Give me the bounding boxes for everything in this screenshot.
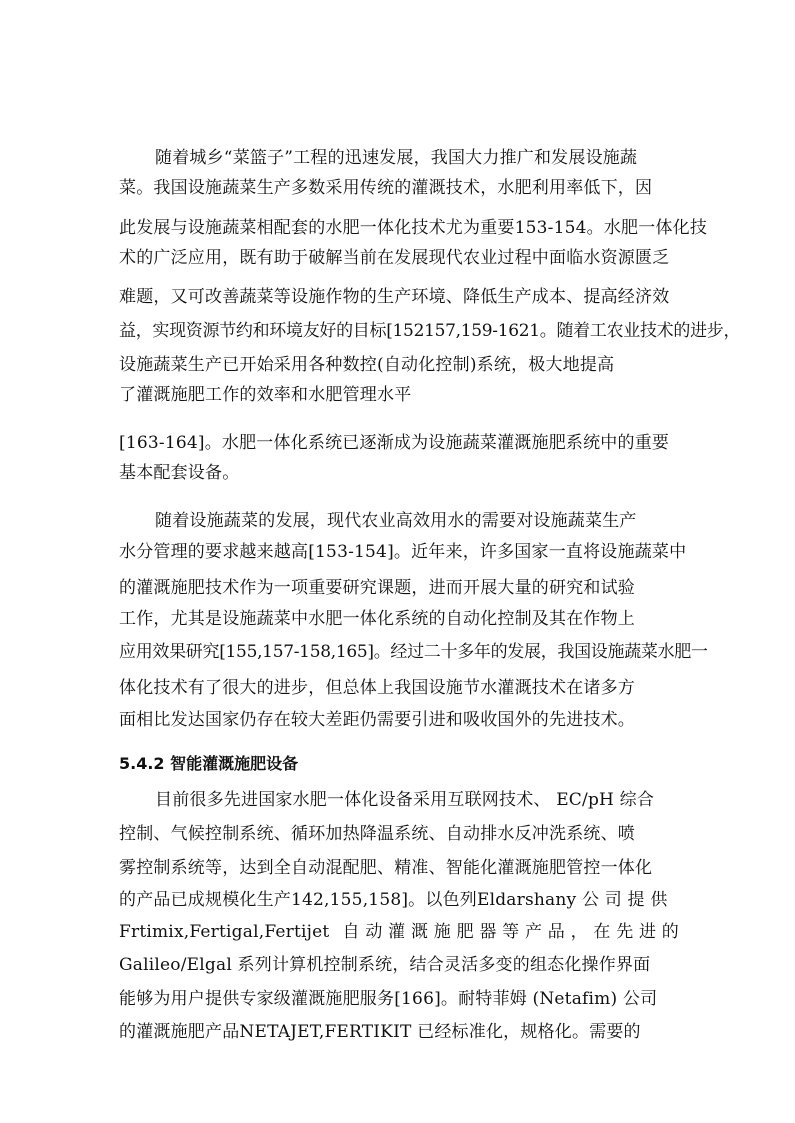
text-line: 菜。我国设施蔬菜生产多数采用传统的灌溉技术，水肥利用率低下，因 xyxy=(119,178,653,198)
text-line: 基本配套设备。 xyxy=(119,463,240,483)
text-line: [163-164]。水肥一体化系统已逐渐成为设施蔬菜灌溉施肥系统中的重要 xyxy=(119,433,670,453)
text-line: 控制、气候控制系统、循环加热降温系统、自动排水反冲洗系统、喷 xyxy=(119,824,635,844)
text-line: 水分管理的要求越来越高[153-154]。近年来，许多国家一直将设施蔬菜中 xyxy=(119,542,687,562)
text-line: 工作，尤其是设施蔬菜中水肥一体化系统的自动化控制及其在作物上 xyxy=(119,609,635,629)
text-line: 了灌溉施肥工作的效率和水肥管理水平 xyxy=(119,385,412,405)
text-line: 设施蔬菜生产已开始采用各种数控(自动化控制)系统，极大地提高 xyxy=(119,355,615,375)
text-line: 雾控制系统等，达到全自动混配肥、精准、智能化灌溉施肥管控一体化 xyxy=(119,858,653,878)
text-line: 的产品已成规模化生产142,155,158]。以色列Eldarshany 公 司 提 供 xyxy=(119,890,668,910)
product-names: Frtimix,Fertigal,Fertijet xyxy=(119,922,330,942)
text-line: 的灌溉施肥技术作为一项重要研究课题，进而开展大量的研究和试验 xyxy=(119,578,635,598)
text-line: 随着城乡“菜篮子”工程的迅速发展，我国大力推广和发展设施蔬 xyxy=(155,148,638,168)
text-line: 体化技术有了很大的进步，但总体上我国设施节水灌溉技术在诸多方 xyxy=(119,678,635,698)
section-heading: 5.4.2 智能灌溉施肥设备 xyxy=(119,754,299,773)
text-line: 此发展与设施蔬菜相配套的水肥一体化技术尤为重要153-154。水肥一体化技 xyxy=(119,218,708,238)
text-line: 应用效果研究[155,157-158,165]。经过二十多年的发展，我国设施蔬菜水肥一 xyxy=(119,642,708,662)
text-segment: 自 动 灌 溉 施 肥 器 等 产 品 ， 在 先 进 的 xyxy=(342,922,679,942)
text-line: 的灌溉施肥产品NETAJET,FERTIKIT 已经标准化，规格化。需要的 xyxy=(119,1022,641,1042)
text-line: 能够为用户提供专家级灌溉施肥服务[166]。耐特菲姆 (Netafim) 公司 xyxy=(119,989,658,1009)
text-line: 难题，又可改善蔬菜等设施作物的生产环境、降低生产成本、提高经济效 xyxy=(119,287,670,307)
text-line: Galileo/Elgal 系列计算机控制系统，结合灵活多变的组态化操作界面 xyxy=(119,955,651,975)
text-line: 目前很多先进国家水肥一体化设备采用互联网技术、 EC/pH 综合 xyxy=(155,790,655,810)
text-line: 益，实现资源节约和环境友好的目标[152157,159-1621。随着工农业技术的进步， xyxy=(119,321,741,341)
text-line xyxy=(119,920,679,944)
text-line: 术的广泛应用，既有助于破解当前在发展现代农业过程中面临水资源匮乏 xyxy=(119,248,670,268)
text-line: 面相比发达国家仍存在较大差距仍需要引进和吸收国外的先进技术。 xyxy=(119,710,635,730)
text-line: 随着设施蔬菜的发展，现代农业高效用水的需要对设施蔬菜生产 xyxy=(155,511,637,531)
